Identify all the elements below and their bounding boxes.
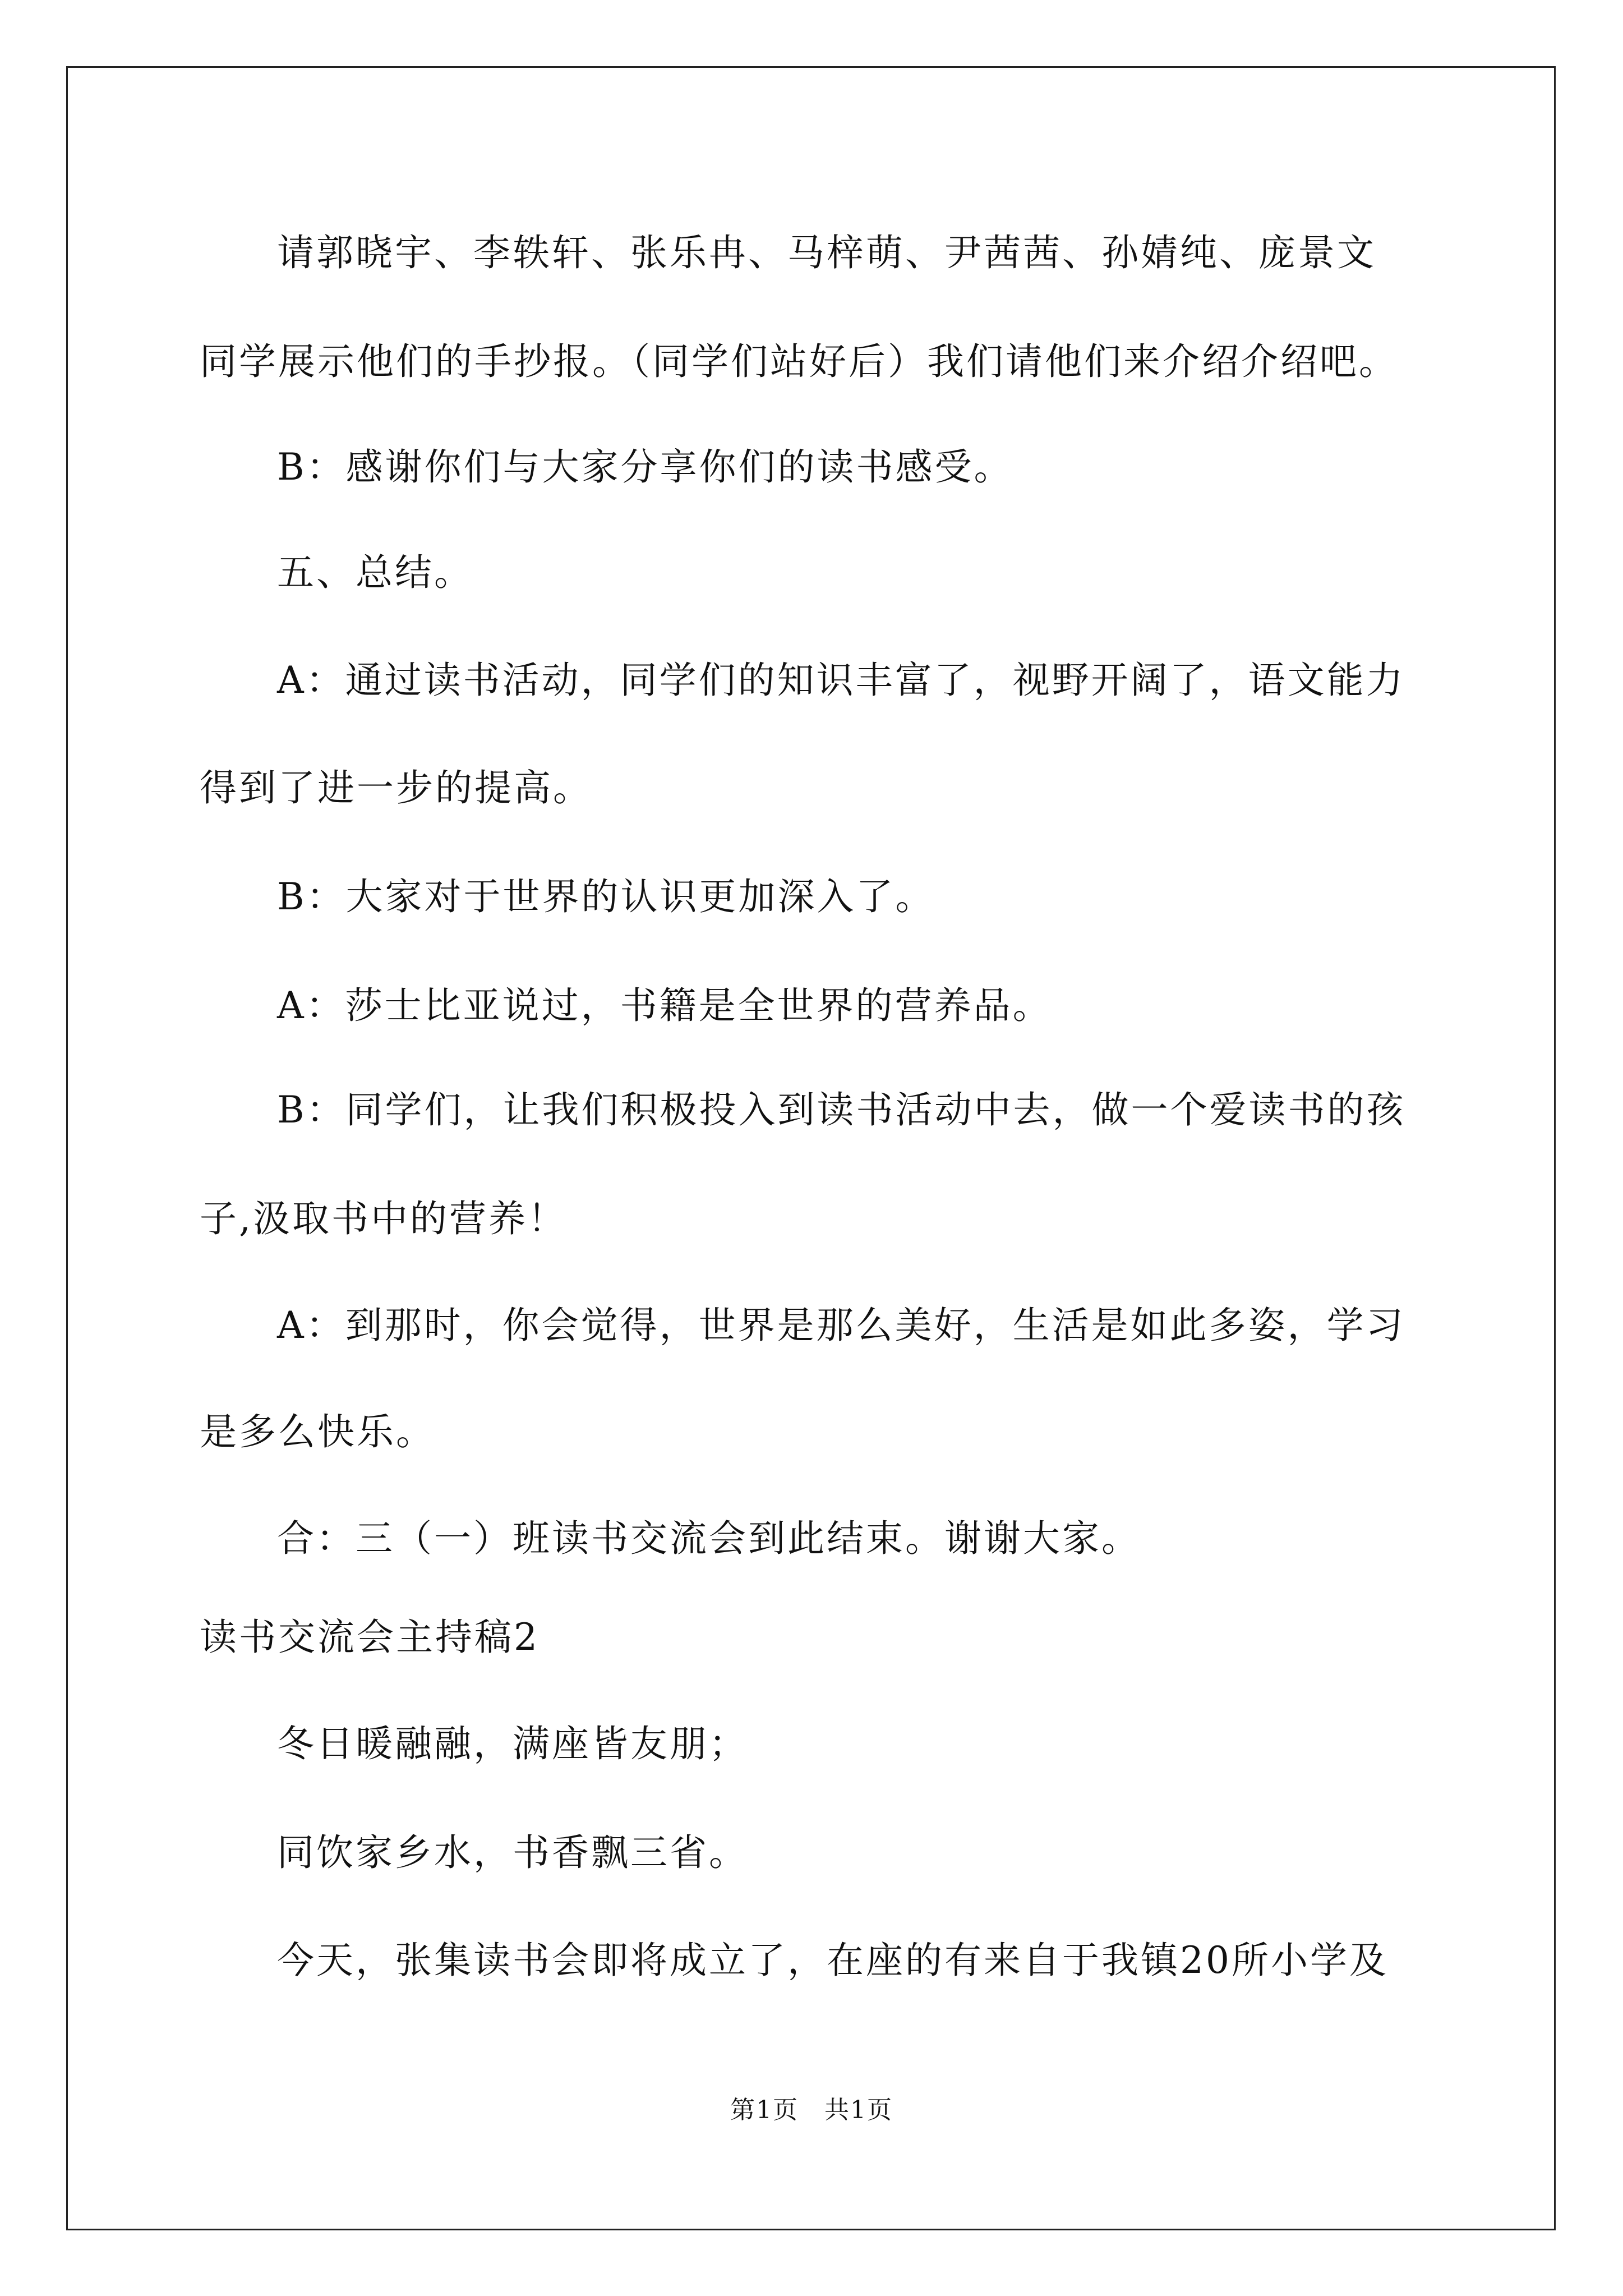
text-line: B：同学们，让我们积极投入到读书活动中去，做一个爱读书的孩: [277, 1088, 1406, 1131]
text-line: 冬日暖融融，满座皆友朋；: [277, 1722, 748, 1765]
text-line: 请郭晓宇、李轶轩、张乐冉、马梓萌、尹茜茜、孙婧纯、庞景文: [277, 231, 1376, 274]
text-line: 今天，张集读书会即将成立了，在座的有来自于我镇20所小学及: [277, 1939, 1389, 1982]
text-line: 合：三（一）班读书交流会到此结束。谢谢大家。: [277, 1517, 1141, 1560]
text-line: B：大家对于世界的认识更加深入了。: [277, 875, 935, 918]
text-line: B：感谢你们与大家分享你们的读书感受。: [277, 445, 1013, 489]
page-footer: 第1页 共1页: [730, 2096, 893, 2124]
section-heading: 读书交流会主持稿2: [200, 1616, 540, 1659]
text-line: 是多么快乐。: [200, 1410, 435, 1453]
text-line: A：通过读书活动，同学们的知识丰富了，视野开阔了，语文能力: [277, 659, 1405, 702]
text-line: 五、总结。: [277, 551, 473, 594]
text-line: 得到了进一步的提高。: [200, 766, 592, 809]
text-line: 子,汲取书中的营养！: [200, 1197, 567, 1240]
text-line: A：莎士比亚说过，书籍是全世界的营养品。: [277, 984, 1052, 1027]
page-border: [66, 66, 1556, 2230]
text-line: A：到那时，你会觉得，世界是那么美好，生活是如此多姿，学习: [277, 1304, 1405, 1347]
text-line: 同学展示他们的手抄报。（同学们站好后）我们请他们来介绍介绍吧。: [200, 340, 1398, 383]
text-line: 同饮家乡水，书香飘三省。: [277, 1831, 748, 1874]
